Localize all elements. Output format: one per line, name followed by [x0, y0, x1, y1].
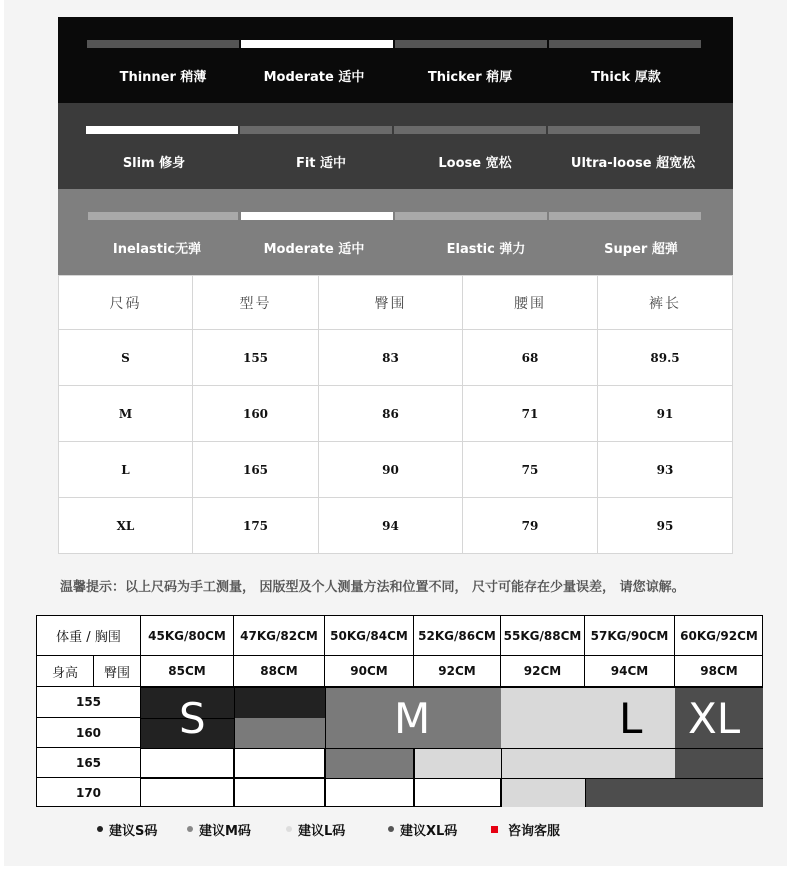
grid-cell	[234, 748, 325, 778]
fit-label-loose: Loose 宽松	[438, 156, 512, 171]
weight-col-1: 45KG/80CM	[141, 616, 234, 656]
thickness-bar-1	[87, 40, 239, 48]
thickness-label-thicker: Thicker 稍厚	[427, 70, 513, 85]
stretch-label-moderate: Moderate 适中	[263, 242, 365, 257]
rec-block-xl	[585, 778, 675, 807]
table-row	[59, 386, 733, 442]
legend-item-s	[97, 819, 157, 839]
hip-col-4: 92CM	[414, 656, 501, 687]
stretch-bar-3	[395, 212, 547, 220]
grid-cell	[325, 778, 414, 807]
fit-label-ultra-loose: Ultra-loose 超宽松	[570, 156, 696, 171]
thickness-label-thinner: Thinner 稍薄	[119, 70, 207, 85]
fit-label-fit: Fit 适中	[295, 156, 347, 171]
weight-col-5: 55KG/88CM	[501, 616, 585, 656]
fit-bar-2	[240, 126, 392, 134]
weight-col-6: 57KG/90CM	[585, 616, 675, 656]
thickness-bar-2	[241, 40, 393, 48]
size-mark-l: L	[619, 694, 643, 743]
table-cell: S	[59, 330, 193, 386]
legend-item-m	[187, 819, 251, 839]
weight-col-4: 52KG/86CM	[414, 616, 501, 656]
table-cell: 79	[463, 498, 598, 554]
grid-line	[141, 778, 763, 779]
stretch-bar-1	[88, 212, 238, 220]
table-cell: 75	[463, 442, 598, 498]
table-cell: L	[59, 442, 193, 498]
stretch-bar-4	[549, 212, 701, 220]
height-header: 身高	[37, 656, 94, 687]
thickness-bar-3	[395, 40, 547, 48]
table-cell: 71	[463, 386, 598, 442]
legend-item-xl	[388, 819, 457, 839]
legend-dot-m	[187, 826, 193, 832]
table-row	[59, 330, 733, 386]
hip-col-2: 88CM	[234, 656, 325, 687]
stretch-band	[58, 189, 733, 275]
grid-line	[325, 687, 326, 807]
stretch-label-super: Super 超弹	[604, 242, 678, 257]
grid-line	[141, 748, 763, 749]
size-mark-m: M	[394, 694, 431, 743]
legend-label-service[interactable]: 咨询客服	[508, 823, 561, 839]
table-row	[59, 498, 733, 554]
weight-col-2: 47KG/82CM	[234, 616, 325, 656]
legend-dot-l	[286, 826, 292, 832]
table-cell: 90	[319, 442, 463, 498]
height-row-155: 155	[37, 687, 141, 718]
grid-line	[234, 687, 235, 807]
height-row-165: 165	[37, 748, 141, 778]
legend-label: 建议S码	[109, 823, 158, 839]
table-cell: 93	[598, 442, 733, 498]
rec-block-m	[325, 748, 414, 778]
table-cell: 165	[193, 442, 319, 498]
measurement-tip: 温馨提示：以上尺码为手工测量， 因版型及个人测量方法和位置不同， 尺寸可能存在少量误差， 请您谅解。	[60, 580, 685, 595]
legend-label: 建议XL码	[400, 823, 458, 839]
rec-block-l	[501, 778, 585, 807]
size-recommendation-chart	[36, 615, 763, 807]
height-row-170: 170	[37, 778, 141, 807]
rec-block-l	[414, 748, 501, 778]
rec-block-m	[234, 718, 325, 748]
legend-label: 建议M码	[199, 823, 251, 839]
grid-line	[141, 687, 763, 688]
header-waist: 腰围	[463, 276, 598, 330]
header-length: 裤长	[598, 276, 733, 330]
table-cell: 83	[319, 330, 463, 386]
weight-col-3: 50KG/84CM	[325, 616, 414, 656]
size-mark-xl: XL	[688, 694, 741, 743]
grid-cell	[141, 748, 234, 778]
grid-cell	[414, 778, 501, 807]
height-row-160: 160	[37, 718, 141, 748]
weight-col-7: 60KG/92CM	[675, 616, 763, 656]
hip-header: 臀围	[94, 656, 141, 687]
header-model: 型号	[193, 276, 319, 330]
hip-col-3: 90CM	[325, 656, 414, 687]
legend-dot-s	[97, 826, 103, 832]
table-cell: M	[59, 386, 193, 442]
rec-block-s	[234, 687, 325, 718]
header-hip: 臀围	[319, 276, 463, 330]
hip-col-7: 98CM	[675, 656, 763, 687]
table-cell: XL	[59, 498, 193, 554]
table-cell: 160	[193, 386, 319, 442]
weight-chest-header: 体重 / 胸围	[37, 616, 141, 656]
legend-dot-xl	[388, 826, 394, 832]
stretch-label-elastic: Elastic 弹力	[446, 242, 526, 257]
thickness-bar-4	[549, 40, 701, 48]
rec-block-l	[501, 687, 675, 778]
size-mark-s: S	[179, 694, 206, 743]
thickness-band	[58, 17, 733, 103]
fit-bar-4	[548, 126, 700, 134]
table-cell: 89.5	[598, 330, 733, 386]
hip-col-1: 85CM	[141, 656, 234, 687]
table-cell: 175	[193, 498, 319, 554]
grid-line	[585, 778, 586, 807]
table-cell: 68	[463, 330, 598, 386]
stretch-label-inelastic: Inelastic无弹	[112, 242, 202, 257]
hip-col-5: 92CM	[501, 656, 585, 687]
fit-bar-1	[86, 126, 238, 134]
table-cell: 94	[319, 498, 463, 554]
header-size: 尺码	[59, 276, 193, 330]
thickness-label-thick: Thick 厚款	[591, 70, 661, 85]
table-cell: 86	[319, 386, 463, 442]
hip-col-6: 94CM	[585, 656, 675, 687]
table-row	[59, 442, 733, 498]
fit-bar-3	[394, 126, 546, 134]
thickness-label-moderate: Moderate 适中	[263, 70, 365, 85]
size-table	[58, 275, 733, 554]
size-table-header-row	[59, 276, 733, 330]
table-cell: 95	[598, 498, 733, 554]
legend-label: 建议L码	[298, 823, 346, 839]
legend-square-service	[491, 826, 498, 833]
grid-cell	[234, 778, 325, 807]
table-cell: 155	[193, 330, 319, 386]
legend-item-l	[286, 819, 345, 839]
grid-cell	[141, 778, 234, 807]
table-cell: 91	[598, 386, 733, 442]
fit-label-slim: Slim 修身	[122, 156, 186, 171]
legend-item-service[interactable]	[491, 819, 560, 839]
stretch-bar-2	[241, 212, 393, 220]
fit-band	[58, 103, 733, 189]
